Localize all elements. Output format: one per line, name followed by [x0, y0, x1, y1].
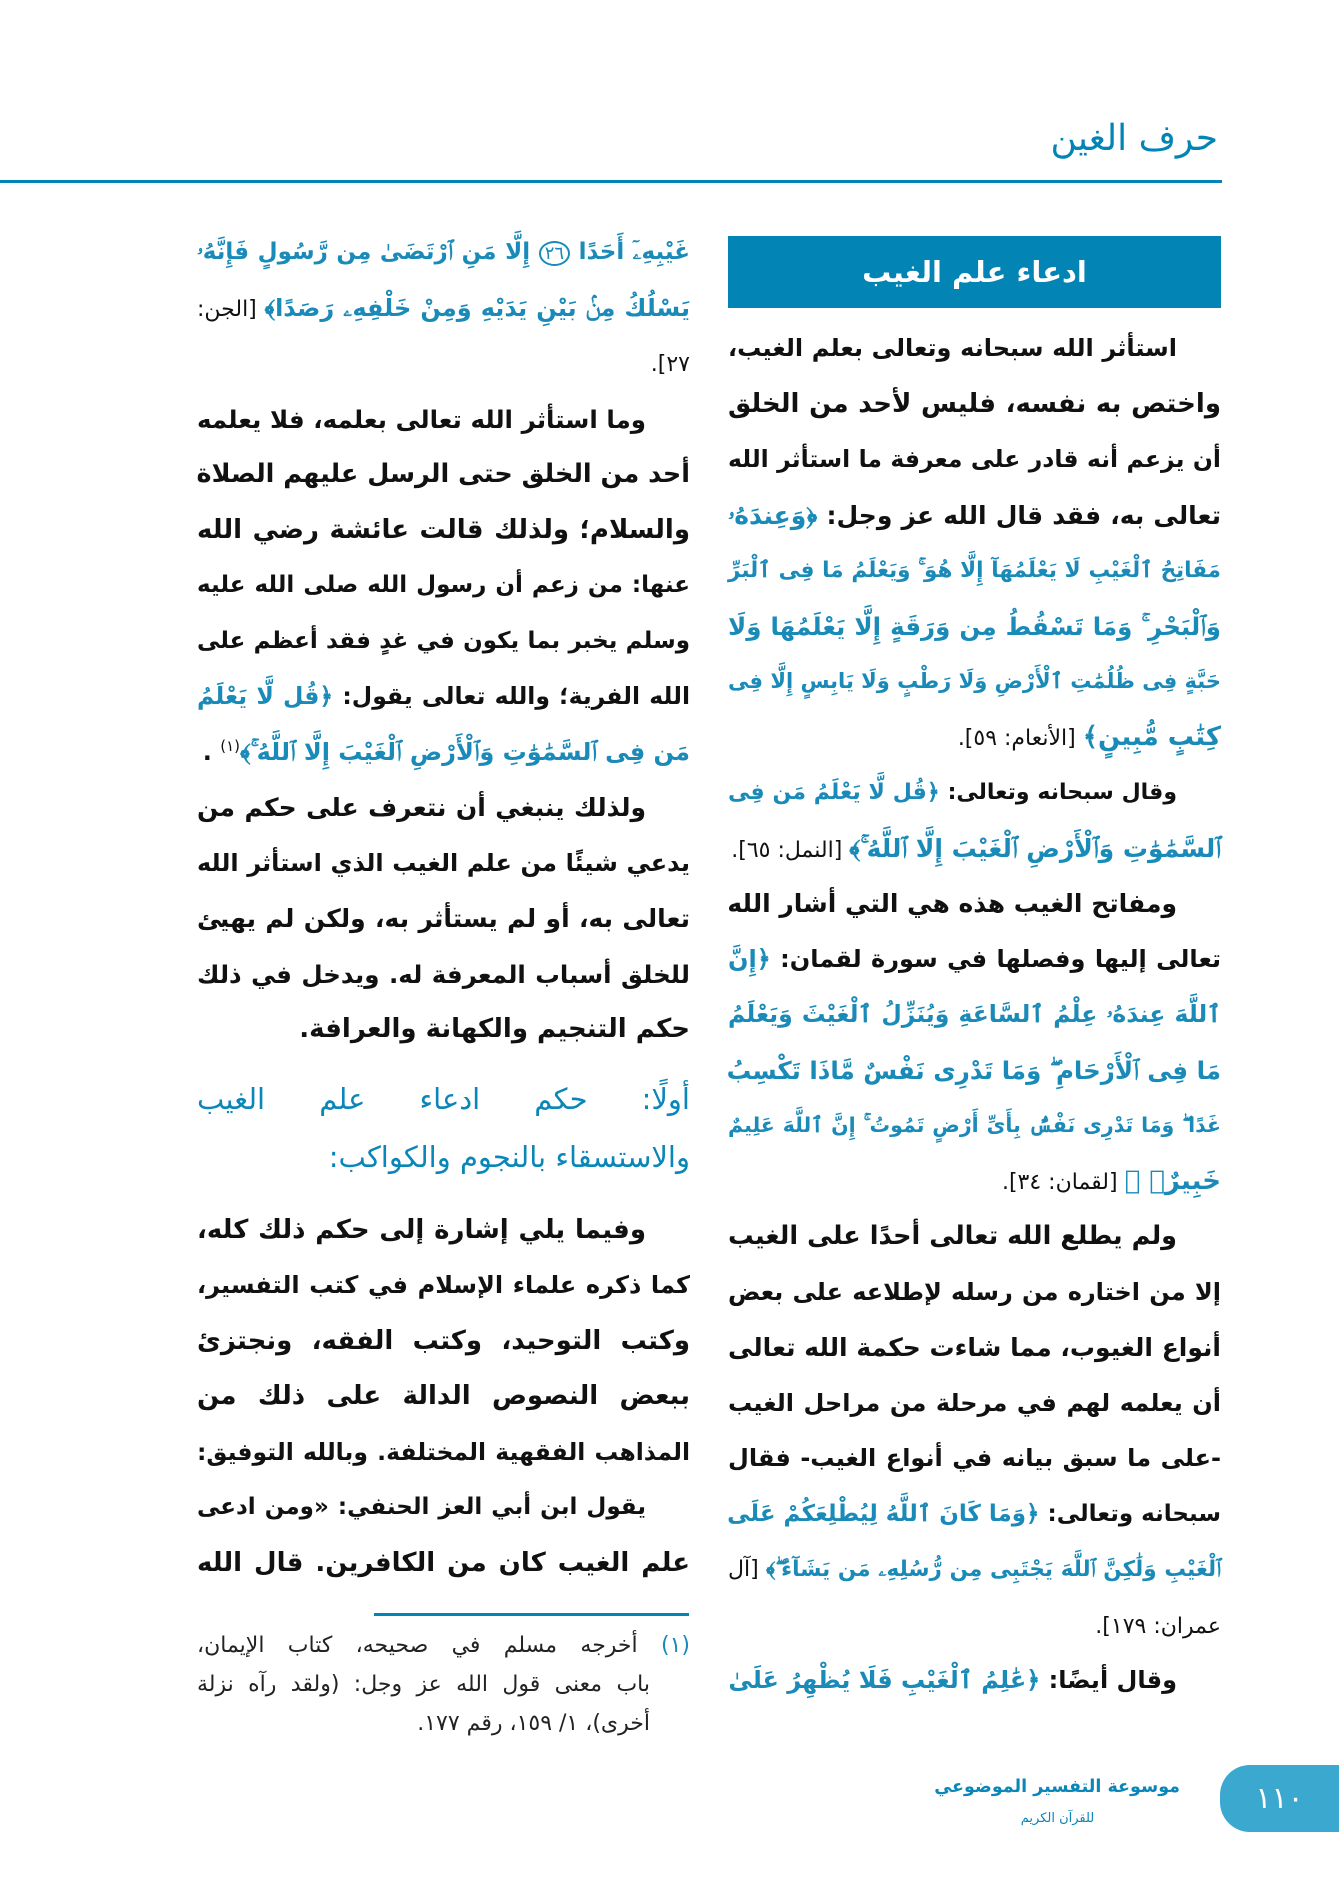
body-text: يدعي شيئًا من علم الغيب الذي استأثر الله: [197, 848, 690, 877]
body-text: ولذلك ينبغي أن نتعرف على حكم من: [197, 793, 646, 822]
subheading-line: أولًا: حكم ادعاء علم الغيب: [197, 1081, 690, 1116]
subheading: [197, 1070, 690, 1186]
verse-reference: [لقمان: ٣٤].: [1001, 1169, 1125, 1195]
verse-reference: ٢٧].: [650, 352, 690, 377]
page-number-tab: [1220, 1765, 1339, 1832]
quran-text: غَدًا ۖ وَمَا تَدْرِى نَفْسٌۢ بِأَىِّ أَرْضٍ تَمُوتُ ۚ إِنَّ ٱللَّهَ عَلِيمٌ: [728, 1113, 1221, 1137]
left-column-lines-a: [197, 225, 690, 1058]
text-line: [197, 1425, 690, 1481]
text-line: [197, 780, 690, 836]
text-line: [197, 1369, 690, 1425]
body-text: كما ذكره علماء الإسلام في كتب التفسير،: [197, 1271, 690, 1299]
text-line: [197, 1536, 690, 1592]
logo-title: موسوعة التفسير الموضوعي: [934, 1777, 1180, 1797]
body-text: للخلق أسباب المعرفة له. ويدخل في ذلك: [197, 959, 690, 989]
body-text: وفيما يلي إشارة إلى حكم ذلك كله،: [197, 1214, 646, 1245]
text-line: [197, 891, 690, 947]
footnote-separator: [374, 1613, 689, 1616]
text-line: [728, 599, 1221, 655]
header-divider: [0, 180, 1222, 183]
footnote-line: باب معنى قول الله عز وجل: (ولقد رآه نزلة: [197, 1672, 650, 1697]
quran-text: حَبَّةٍ فِى ظُلُمَٰتِ ٱلْأَرْضِ وَلَا رَطْبٍ وَلَا يَابِسٍ إِلَّا فِى: [728, 669, 1221, 693]
text-line: [728, 932, 1221, 988]
quran-text: ﴿وَعِندَهُۥ: [728, 500, 818, 530]
text-line: [728, 765, 1221, 821]
text-line: [728, 432, 1221, 488]
quran-text: ﴿قُل لَّا يَعْلَمُ: [197, 682, 334, 710]
body-text: وكتب التوحيد، وكتب الفقه، ونجتزئ: [197, 1325, 690, 1356]
text-line: [728, 1598, 1221, 1654]
text-line: [728, 1542, 1221, 1598]
body-text: تعالى به، فقد قال الله عز وجل:: [817, 500, 1221, 530]
body-text: الله الفرية؛ والله تعالى يقول:: [333, 682, 690, 710]
chapter-title: حرف الغين: [1050, 118, 1218, 159]
text-line: [728, 1320, 1221, 1376]
right-column-lines: [728, 321, 1221, 1709]
footnote-number: (١): [660, 1633, 690, 1658]
page-number: ١١٠: [1255, 1781, 1304, 1816]
body-text: -على ما سبق بيانه في أنواع الغيب- فقال: [728, 1444, 1221, 1472]
body-text: المذاهب الفقهية المختلفة. وبالله التوفيق:: [197, 1437, 690, 1466]
quran-text: ٱلْغَيْبِ وَلَٰكِنَّ ٱللَّهَ يَجْتَبِى مِن رُّسُلِهِۦ مَن يَشَآءُ ۖ﴾: [765, 1557, 1221, 1582]
body-text: إلا من اختاره من رسله لإطلاعه على بعض: [728, 1277, 1221, 1306]
text-line: [197, 614, 690, 670]
quran-text: كِتَٰبٍ مُّبِينٍ﴾: [1082, 721, 1221, 752]
text-line: [197, 392, 690, 448]
verse-reference: [الأنعام: ٥٩].: [957, 725, 1083, 751]
text-line: [197, 503, 690, 559]
text-line: [728, 488, 1221, 544]
text-line: [728, 654, 1221, 710]
text-line: [197, 336, 690, 392]
section-title-box: [728, 236, 1221, 308]
body-text: أحد من الخلق حتى الرسل عليهم الصلاة: [196, 459, 690, 489]
footnote-line: أخرى)، ١/ ١٥٩، رقم ١٧٧.: [417, 1711, 650, 1736]
body-text: سبحانه وتعالى:: [1039, 1500, 1221, 1527]
body-text: .: [202, 737, 221, 766]
quran-text: غَيْبِهِۦٓ أَحَدًا: [570, 239, 690, 265]
text-line: [197, 225, 690, 281]
text-line: [197, 447, 690, 503]
text-line: [728, 1098, 1221, 1154]
text-line: [728, 1487, 1221, 1543]
body-text: عنها: من زعم أن رسول الله صلى الله عليه: [197, 572, 690, 598]
text-line: [197, 947, 690, 1003]
text-line: [197, 1258, 690, 1314]
body-text: علم الغيب كان من الكافرين. قال الله: [197, 1547, 690, 1578]
body-text: تعالى به، أو لم يستأثر به، ولكن لم يهيئ: [197, 904, 690, 933]
text-line: [728, 1653, 1221, 1709]
body-text: وما استأثر الله تعالى بعلمه، فلا يعلمه: [197, 404, 646, 434]
text-line: [197, 1002, 690, 1058]
quran-text: ٱلسَّمَٰوَٰتِ وَٱلْأَرْضِ ٱلْغَيْبَ إِلَّا ٱللَّهُ ۚ﴾: [849, 833, 1221, 863]
body-text: وقال سبحانه وتعالى:: [939, 780, 1177, 805]
verse-reference: [النمل: ٦٥].: [731, 837, 850, 863]
text-line: [728, 377, 1221, 433]
verse-reference: [الجن:: [197, 296, 265, 322]
body-text: أن يزعم أنه قادر على معرفة ما استأثر الله: [728, 445, 1221, 473]
quran-text: ٱللَّهَ عِندَهُۥ عِلْمُ ٱلسَّاعَةِ وَيُنَزِّلُ ٱلْغَيْثَ وَيَعْلَمُ: [728, 1000, 1221, 1028]
body-text: أنواع الغيوب، مما شاءت حكمة الله تعالى: [728, 1333, 1221, 1362]
quran-text: ﴿قُل لَّا يَعْلَمُ مَن فِى: [728, 780, 940, 805]
text-line: [728, 1209, 1221, 1265]
text-line: [728, 543, 1221, 599]
text-line: [728, 1154, 1221, 1210]
text-line: [197, 669, 690, 725]
body-text: حكم التنجيم والكهانة والعرافة.: [299, 1014, 690, 1044]
quran-text: ﴿إِنَّ: [728, 944, 771, 973]
verse-reference: عمران: ١٧٩].: [1095, 1613, 1221, 1639]
body-text: وقال أيضًا:: [1040, 1666, 1177, 1694]
body-text: استأثر الله سبحانه وتعالى بعلم الغيب،: [728, 334, 1177, 362]
text-line: [728, 876, 1221, 932]
text-line: [728, 710, 1221, 766]
body-text: ومفاتح الغيب هذه هي التي أشار الله: [727, 889, 1177, 918]
footnotes: [197, 1626, 690, 1743]
text-line: [197, 836, 690, 892]
right-column: [728, 236, 1221, 1709]
logo-subtitle: للقرآن الكريم: [1020, 1811, 1095, 1826]
quran-text: إِلَّا مَنِ ٱرْتَضَىٰ مِن رَّسُولٍ فَإِنَّهُۥ: [197, 239, 539, 265]
quran-text: وَٱلْبَحْرِ ۚ وَمَا تَسْقُطُ مِن وَرَقَةٍ إِلَّا يَعْلَمُهَا وَلَا: [728, 611, 1221, 641]
quran-text: ﴿وَمَا كَانَ ٱللَّهُ لِيُطْلِعَكُمْ عَلَى: [727, 1500, 1040, 1527]
body-text: تعالى إليها وفصلها في سورة لقمان:: [770, 944, 1221, 973]
body-text: أن يعلمه لهم في مرحلة من مراحل الغيب: [728, 1388, 1221, 1417]
body-text: ببعض النصوص الدالة على ذلك من: [197, 1381, 690, 1411]
text-line: [728, 1265, 1221, 1321]
encyclopedia-logo: [935, 1764, 1180, 1840]
text-line: [197, 1203, 690, 1259]
text-line: [197, 281, 690, 337]
verse-reference: [آل: [728, 1557, 766, 1582]
quran-text: ﴿عَٰلِمُ ٱلْغَيْبِ فَلَا يُظْهِرُ عَلَىٰ: [728, 1666, 1041, 1694]
body-text: ولم يطلع الله تعالى أحدًا على الغيب: [728, 1221, 1177, 1251]
body-text: والسلام؛ ولذلك قالت عائشة رضي الله: [197, 514, 690, 545]
subheading-line: والاستسقاء بالنجوم والكواكب:: [328, 1139, 690, 1174]
text-line: [728, 821, 1221, 877]
body-text: يقول ابن أبي العز الحنفي: «ومن ادعى: [197, 1494, 646, 1520]
text-line: [728, 987, 1221, 1043]
left-column-lines-b: [197, 1203, 690, 1592]
section-title: ادعاء علم الغيب: [862, 255, 1087, 289]
footnote-marker: (١): [220, 736, 240, 755]
quran-text: مَفَاتِحُ ٱلْغَيْبِ لَا يَعْلَمُهَآ إِلَّا هُوَ ۚ وَيَعْلَمُ مَا فِى ٱلْبَرِّ: [728, 558, 1221, 583]
quran-text: مَن فِى ٱلسَّمَٰوَٰتِ وَٱلْأَرْضِ ٱلْغَيْبَ إِلَّا ٱللَّهُ ۚ﴾: [239, 737, 690, 766]
body-text: واختص به نفسه، فليس لأحد من الخلق: [728, 388, 1221, 419]
body-text: وسلم يخبر بما يكون في غدٍ فقد أعظم على: [197, 627, 690, 654]
text-line: [197, 1480, 690, 1536]
text-line: [728, 1376, 1221, 1432]
quran-text: خَبِيرٌۢ ﴾: [1124, 1165, 1221, 1196]
footnote-text: أخرجه مسلم في صحيحه، كتاب الإيمان،: [197, 1633, 638, 1658]
text-line: [728, 1431, 1221, 1487]
text-line: [197, 725, 690, 781]
text-line: [728, 321, 1221, 377]
verse-number: ٢٦: [539, 241, 570, 266]
text-line: [197, 1314, 690, 1370]
text-line: [728, 1043, 1221, 1099]
text-line: [197, 558, 690, 614]
quran-text: يَسْلُكُ مِنۢ بَيْنِ يَدَيْهِ وَمِنْ خَلْفِهِۦ رَصَدًا﴾: [264, 293, 690, 322]
left-column: [197, 225, 690, 1591]
quran-text: مَا فِى ٱلْأَرْحَامِ ۖ وَمَا تَدْرِى نَفْسٌ مَّاذَا تَكْسِبُ: [726, 1055, 1221, 1085]
